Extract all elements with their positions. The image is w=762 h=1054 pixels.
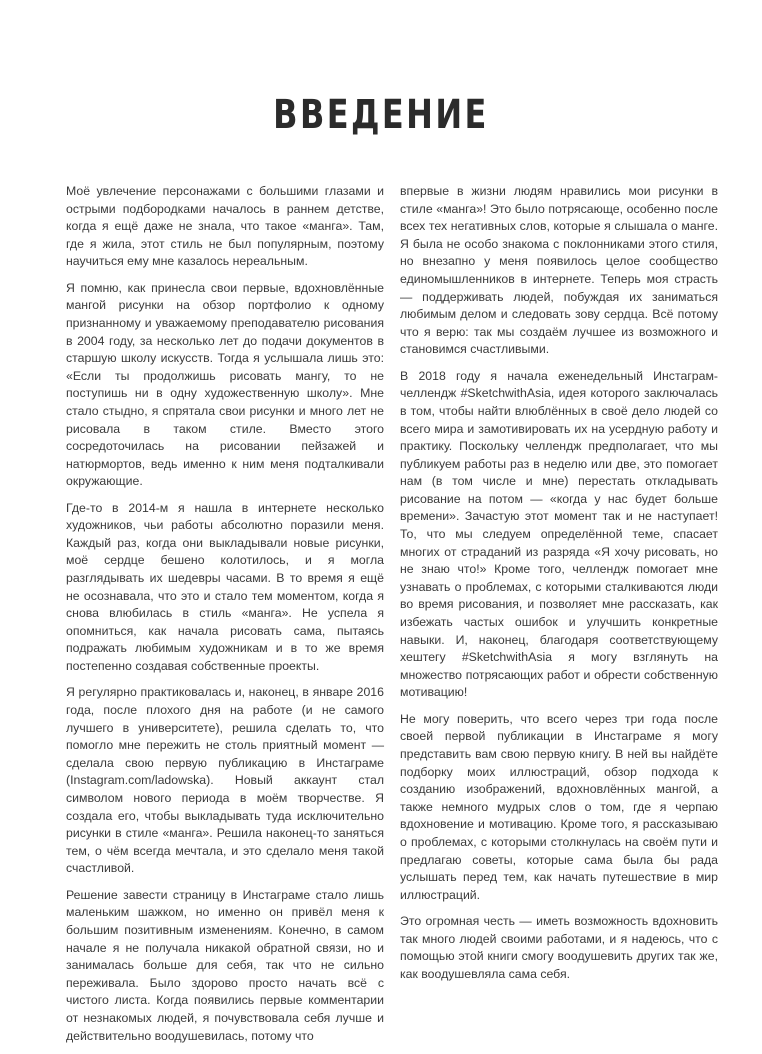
paragraph: Где-то в 2014-м я нашла в интернете несколько художников, чьи работы абсолютно поразили меня. Каждый раз, когда они выкладывали новые рисунки, моё сердце бешено колотилось, и я могла разглядывать их шедевры часами. В то время я ещё не осознавала, что это и стало тем моментом, когда я снова влюбилась в стиль «манга». Не успела я опомниться, как начала рисовать сама, пытаясь подражать любимым художникам и в то же время постепенно создавая собственные проекты. xyxy=(66,500,384,674)
left-column xyxy=(66,183,384,1054)
right-column xyxy=(400,183,718,992)
page-title: ВВЕДЕНИЕ xyxy=(273,92,489,138)
paragraph: Моё увлечение персонажами с большими глазами и острыми подбородками началось в раннем детстве, когда я ещё даже не знала, что такое «манга». Там, где я жила, этот стиль не был популярным, поэтому научиться ему мне казалось нереальным. xyxy=(66,184,384,269)
paragraph: Решение завести страницу в Инстаграме стало лишь маленьким шажком, но именно он привёл меня к большим позитивным изменениям. Конечно, в самом начале я не получала никакой обратной связи, но и занималась больше для себя, так что не сильно переживала. Было здорово просто начать всё с чистого листа. Когда появились первые комментарии от незнакомых людей, я почувствовала себя лучше и действительно воодушевилась, потому что xyxy=(66,887,384,1043)
paragraph: Это огромная честь — иметь возможность вдохновить так много людей своими работами, и я надеюсь, что с помощью этой книги смогу воодушевить других так же, как воодушевляла сама себя. xyxy=(400,914,718,981)
paragraph: Я помню, как принесла свои первые, вдохновлённые мангой рисунки на обзор портфолио к одному признанному и уважаемому преподавателю рисования в 2004 году, за несколько лет до подачи документов в старшую школу искусств. Тогда я услышала лишь это: «Если ты продолжишь рисовать мангу, то не поступишь ни в одну художественную школу». Мне стало стыдно, я спрятала свои рисунки и много лет не рисовала в таком стиле. Вместо этого сосредоточилась на рисовании пейзажей и натюрмортов, ведь именно к ним меня подталкивали окружающие. xyxy=(66,280,384,489)
paragraph: впервые в жизни людям нравились мои рисунки в стиле «манга»! Это было потрясающе, особенно после всех тех негативных слов, которые я слышала о манге. Я была не особо знакома с поклонниками этого стиля, но внезапно у меня появилось целое сообщество единомышленников в интернете. Теперь моя страсть — поддерживать людей, побуждая их заниматься любимым делом и следовать зову сердца. Всё потому что я верю: так мы создаём лучшее из возможного и становимся счастливыми. xyxy=(400,184,718,357)
paragraph: Я регулярно практиковалась и, наконец, в январе 2016 года, после плохого дня на работе (и не самого лучшего в университете), решила сделать то, что помогло мне пережить не столь приятный момент — сделала свою первую публикацию в Инстаграме (Instagram.com/ladowska). Новый аккаунт стал символом нового периода в моём творчестве. Я создала его, чтобы выкладывать туда исключительно рисунки в стиле «манга». Решила наконец-то заняться тем, о чём всегда мечтала, и это сделало меня такой счастливой. xyxy=(66,685,384,876)
paragraph: В 2018 году я начала еженедельный Инстаграм-челлендж #SketchwithAsia, идея которого заключалась в том, чтобы найти влюблённых в своё дело людей со всего мира и замотивировать их на усердную работу и практику. Поскольку челлендж предполагает, что мы публикуем работы раз в неделю или две, это помогает нам (в том числе и мне) перестать откладывать рисование на потом — «когда у нас будет больше времени». Зачастую этот момент так и не наступает! То, что мы следуем определённой теме, спасает многих от страданий из разряда «Я хочу рисовать, но не знаю что!» Кроме того, челлендж помогает мне узнавать о проблемах, с которыми сталкиваются люди во время рисования, и позволяет мне рассказать, как избежать частых ошибок и улучшить конкретные навыки. И, наконец, благодаря соответствующему хештегу #SketchwithAsia я могу взглянуть на множество потрясающих работ и обрести собственную мотивацию! xyxy=(400,368,718,700)
paragraph: Не могу поверить, что всего через три года после своей первой публикации в Инстаграме я могу представить вам свою первую книгу. В ней вы найдёте подборку моих иллюстраций, обзор подхода к созданию изображений, вдохновлённых мангой, а также немного мудрых слов о том, где я черпаю вдохновение и мотивацию. Кроме того, я рассказываю о проблемах, с которыми столкнулась на своём пути и предлагаю советы, которые сама была бы рада услышать перед тем, как начать путешествие в мир иллюстраций. xyxy=(400,711,718,902)
